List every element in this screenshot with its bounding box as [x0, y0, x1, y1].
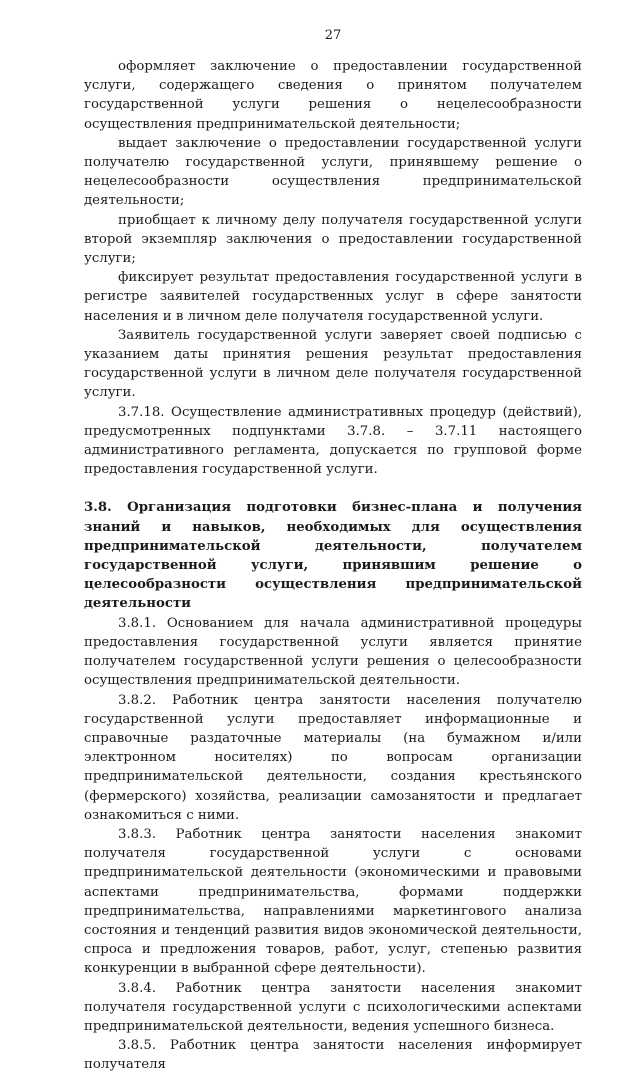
paragraph: фиксирует результат предоставления государственной услуги в регистре заявителей государственных услуг в сфере занятости населения и в личном деле получателя государственной услуги. [84, 270, 582, 324]
page-number: 27 [324, 28, 342, 43]
paragraph: выдает заключение о предоставлении государственной услуги получателю государственной услуги, принявшему решение о нецелесообразности осуществления предпринимательской деятельности; [84, 135, 582, 209]
paragraph: приобщает к личному делу получателя государственной услуги второй экземпляр заключения о предоставлении государственной услуги; [84, 212, 582, 267]
paragraph: 3.8.2. Работник центра занятости населения получателю государственной услуги предоставляет информационные и справочные раздаточные материалы (на бумажном и/или электронном носителях) по вопросам организации предпринимательской деятельности, создания крестьянского (фермерского) хозяйства, реализации самозанятости и предлагает ознакомиться с ними. [84, 692, 582, 823]
section-heading: 3.8. Организация подготовки бизнес-плана и получения знаний и навыков, необходимых для осуществления предпринимательской деятельности, получателем государственной услуги, принявшим решение о целесообразности осуществления предпринимательской деятельности [84, 500, 582, 612]
paragraph: 3.8.1. Основанием для начала административной процедуры предоставления государственной услуги является принятие получателем государственной услуги решения о целесообразности осуществления предпринимательской деятельности. [84, 615, 582, 689]
paragraph: Заявитель государственной услуги заверяет своей подписью с указанием даты принятия решения результат предоставления государственной услуги в личном деле получателя государственной услуги. [84, 327, 582, 401]
paragraph: 3.8.5. Работник центра занятости населения информирует получателя [84, 1038, 582, 1073]
paragraph: 3.8.4. Работник центра занятости населения знакомит получателя государственной услуги с психологическими аспектами предпринимательской деятельности, ведения успешного бизнеса. [84, 980, 582, 1034]
section-spacer [84, 479, 582, 498]
paragraph: оформляет заключение о предоставлении государственной услуги, содержащего сведения о принятом получателем государственной услуги решения о нецелесообразности осуществления предпринимательской деятельности; [84, 59, 582, 132]
document-body [84, 57, 582, 1075]
paragraph: 3.8.3. Работник центра занятости населения знакомит получателя государственной услуги с основами предпринимательской деятельности (экономическими и правовыми аспектами предпринимательства, формами поддержки предпринимательства, направлениями маркетингового анализа состояния и тенденций развития видов экономической деятельности, спроса и предложения товаров, работ, услуг, степенью развития конкуренции в выбранной сфере деятельности). [84, 826, 582, 977]
paragraph: 3.7.18. Осуществление административных процедур (действий), предусмотренных подпунктами 3.7.8. – 3.7.11 настоящего административного регламента, допускается по групповой форме предоставления государственной услуги. [84, 404, 582, 478]
